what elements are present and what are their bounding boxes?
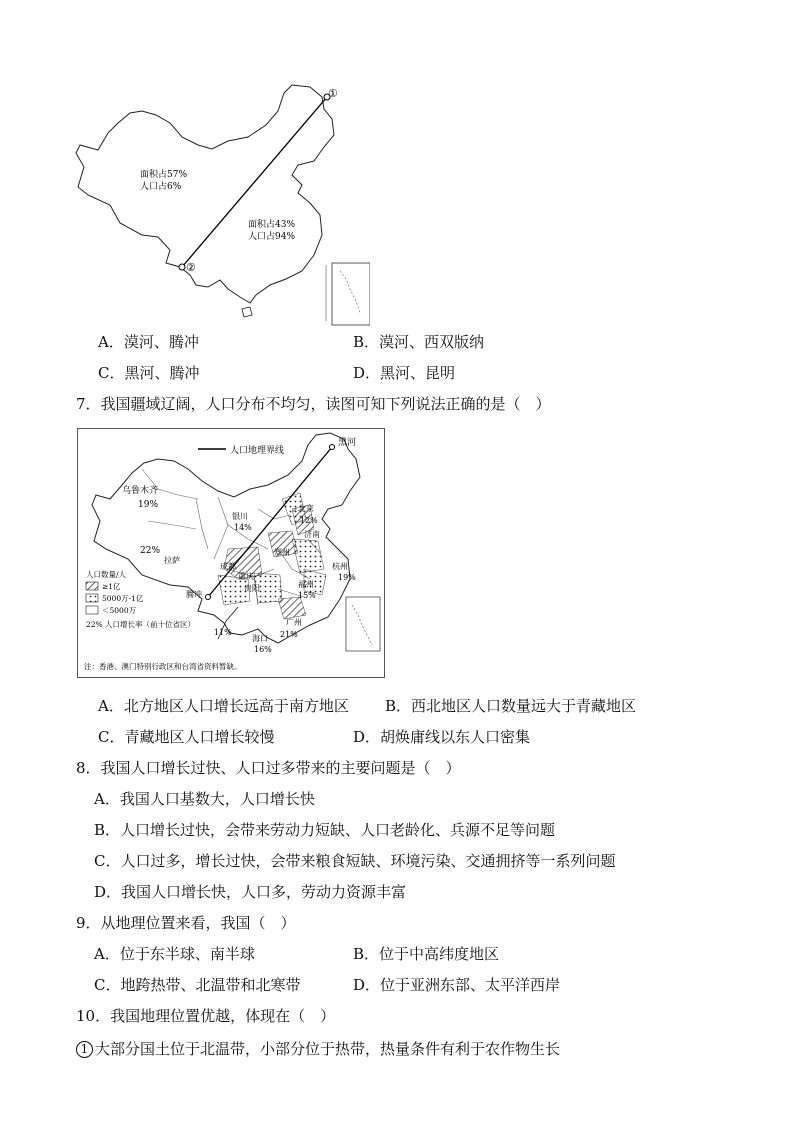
- zhengzhou-label: 郑州: [274, 548, 290, 557]
- q7-option-b: B．西北地区人口数量远大于青藏地区: [385, 697, 637, 715]
- q10-item-1: [76, 1039, 560, 1059]
- yinchuan-label: 银川: [232, 512, 248, 521]
- legend-title: 人口数量/人: [86, 570, 127, 579]
- point-1-label: ①: [328, 87, 338, 100]
- chongqing-label: 重庆: [238, 572, 254, 581]
- q6-option-a: A．漠河、腾冲: [98, 333, 199, 351]
- q6-option-b: B．漠河、西双版纳: [353, 333, 485, 351]
- q9-option-d: D．位于亚洲东部、太平洋西岸: [353, 976, 561, 994]
- guangzhou-pct: 21%: [280, 630, 298, 639]
- population-growth-map: [77, 428, 385, 678]
- east-area-label: 面积占43%: [248, 220, 296, 230]
- south-sea-inset: [332, 263, 370, 325]
- circled-number-1: 1: [76, 1041, 93, 1058]
- legend-boundary-label: 人口地理界线: [230, 446, 285, 456]
- guangzhou-label: 广州: [286, 618, 302, 627]
- q8-option-b: B．人口增长过快，会带来劳动力短缺、人口老龄化、兵源不足等问题: [94, 821, 556, 839]
- q6-option-d: D．黑河、昆明: [353, 364, 456, 382]
- guiyang-label: 贵阳: [244, 584, 260, 593]
- q8-stem: 8．我国人口增长过快、人口过多带来的主要问题是（ ）: [76, 759, 461, 777]
- china-area-population-map: [70, 75, 370, 330]
- q7-option-a: A．北方地区人口增长远高于南方地区: [98, 697, 349, 715]
- point-2-label: ②: [186, 261, 196, 274]
- legend-item-1: ≥1亿: [102, 582, 121, 591]
- q6-option-c: C．黑河、腾冲: [98, 364, 200, 382]
- q9-option-c: C．地跨热带、北温带和北寒带: [94, 976, 301, 994]
- map-note: 注：香港、澳门特别行政区和台湾省资料暂缺。: [84, 662, 242, 671]
- west-area-label: 面积占57%: [140, 170, 188, 180]
- south-sea-inset: [346, 597, 380, 651]
- yinchuan-pct: 14%: [234, 523, 252, 532]
- xizang-pct: 22%: [140, 546, 161, 556]
- haikou-label: 海口: [252, 634, 268, 643]
- fuzhou-label: 福州: [298, 580, 314, 589]
- q7-stem: 7．我国疆域辽阔，人口分布不均匀，读图可知下列说法正确的是（ ）: [76, 395, 551, 413]
- heihe-label: 黑河: [338, 438, 357, 448]
- legend-rate: 22% 人口增长率（前十位省区）: [86, 620, 196, 629]
- legend-item-3: ＜5000万: [102, 606, 137, 615]
- q8-option-a: A．我国人口基数大，人口增长快: [94, 790, 315, 808]
- legend-item-2: 5000万-1亿: [102, 594, 144, 603]
- jinan-label: 济南: [304, 530, 320, 539]
- lhasa-label: 拉萨: [164, 556, 180, 565]
- east-pop-label: 人口占94%: [248, 232, 296, 242]
- hangzhou-label: 杭州: [332, 562, 348, 571]
- beijing-pct: 12%: [300, 516, 318, 525]
- q10-item-1-text: 大部分国土位于北温带，小部分位于热带，热量条件有利于农作物生长: [95, 1040, 561, 1058]
- q7-option-d: D．胡焕庸线以东人口密集: [353, 728, 531, 746]
- q9-option-b: B．位于中高纬度地区: [353, 945, 500, 963]
- haikou-pct: 16%: [254, 645, 272, 654]
- china-outline: [76, 85, 334, 303]
- urumqi-label: 乌鲁木齐: [122, 486, 159, 496]
- west-pop-label: 人口占6%: [140, 182, 182, 192]
- q9-option-a: A．位于东半球、南半球: [94, 945, 255, 963]
- q9-stem: 9．从地理位置来看，我国（ ）: [76, 914, 296, 932]
- hangzhou-pct: 19%: [338, 573, 356, 582]
- beijing-label: 北京: [298, 504, 314, 513]
- q8-option-c: C．人口过多，增长过快，会带来粮食短缺、环境污染、交通拥挤等一系列问题: [94, 852, 616, 870]
- q8-option-d: D．我国人口增长快，人口多，劳动力资源丰富: [94, 883, 407, 901]
- fuzhou-pct: 15%: [298, 591, 316, 600]
- urumqi-pct: 19%: [138, 500, 159, 510]
- q10-stem: 10．我国地理位置优越，体现在（ ）: [76, 1007, 336, 1025]
- tengchong-label: 腾冲: [186, 590, 202, 599]
- chengdu-label: 成都: [220, 562, 236, 571]
- q7-option-c: C．青藏地区人口增长较慢: [98, 728, 275, 746]
- yunnan-pct: 11%: [214, 628, 232, 637]
